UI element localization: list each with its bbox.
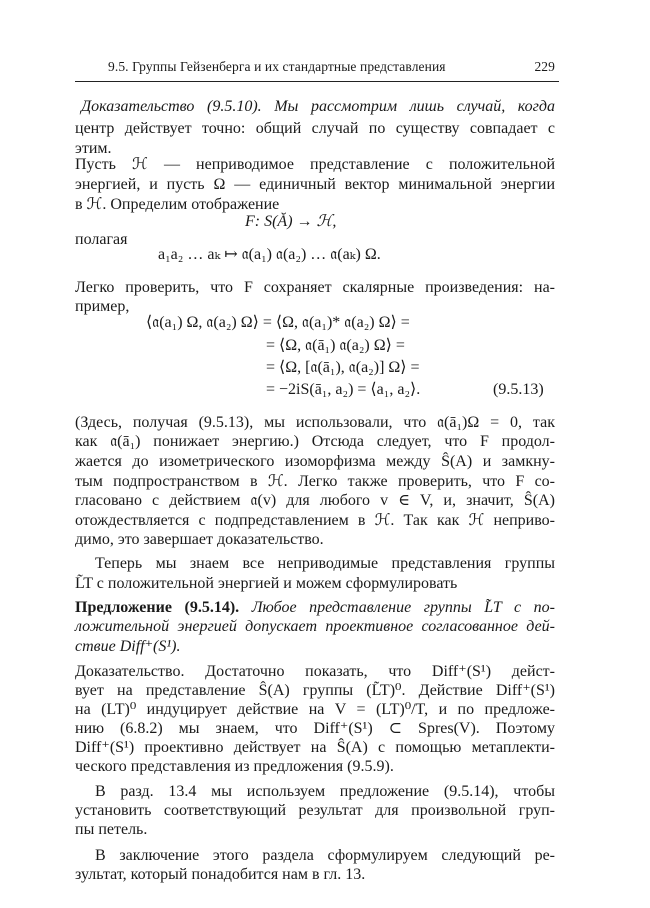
formula-inner-product-1: ⟨𝔞(a₁) Ω, 𝔞(a₂) Ω⟩ = ⟨Ω, 𝔞(a₁)* 𝔞(a₂) Ω⟩ = [146, 314, 410, 331]
formula-map-rule: a₁a₂ … aₖ ↦ 𝔞(a₁) 𝔞(a₂) … 𝔞(aₖ) Ω. [158, 246, 381, 263]
text-line: тым подпространством в ℋ. Легко также проверить, что F со- [75, 473, 555, 490]
text-line: как 𝔞(ā₁) понижает энергию.) Отсюда следует, что F продол- [75, 433, 555, 450]
text-line: (Здесь, получая (9.5.13), мы использовали, что 𝔞(ā₁)Ω = 0, так [75, 414, 555, 431]
text-line: на (LT)⁰ индуцирует действие на V = (LT)⁰/T, и по предложе- [75, 701, 555, 718]
text-line: Пусть ℋ — неприводимое представление с положительной [75, 156, 555, 173]
text-line: Легко проверить, что F сохраняет скалярные произведения: на- [75, 279, 555, 296]
text-line: Теперь мы знаем все неприводимые представления группы [95, 555, 555, 572]
text-line: Diff⁺(S¹) проективно действует на Ŝ(A) с помощью метаплекти- [75, 739, 555, 756]
formula-inner-product-3: = ⟨Ω, [𝔞(ā₁), 𝔞(a₂)] Ω⟩ = [266, 359, 420, 376]
header-rule [75, 81, 559, 82]
formula-inner-product-4: = −2iS(ā₁, a₂) = ⟨a₁, a₂⟩. [266, 381, 421, 398]
text-line: L̃T с положительной энергией и можем сформулировать [75, 575, 458, 592]
text-line: центр действует точно: общий случай по существу совпадает с [75, 120, 555, 137]
text-line: пы петель. [75, 821, 148, 838]
text-line: нию (6.8.2) мы знаем, что Diff⁺(S¹) ⊂ Spres(V). Поэтому [75, 720, 555, 737]
header-title: 9.5. Группы Гейзенберга и их стандартные представления [108, 59, 446, 74]
text-line: жается до изометрического изоморфизма между Ŝ(A) и замкну- [75, 453, 555, 470]
text-line: зультат, который понадобится нам в гл. 13. [75, 866, 366, 883]
running-header [75, 59, 559, 79]
text-line: гласовано с действием 𝔞(v) для любого v ∈ V, и, значит, Ŝ(A) [75, 492, 555, 509]
text-line: полагая [75, 231, 128, 248]
proposition-label: Предложение (9.5.14). [75, 599, 240, 616]
page-number: 229 [534, 59, 555, 74]
text-line: Доказательство. Достаточно показать, что Diff⁺(S¹) дейст- [75, 663, 555, 680]
text-line: пример, [75, 298, 130, 315]
text-line: ческого представления из предложения (9.5.9). [75, 758, 394, 775]
formula-map-definition: F: S(Ă) → ℋ, [245, 213, 337, 230]
text-line: отождествляется с подпредставлением в ℋ. Так как ℋ неприво- [75, 512, 555, 529]
text-line: В разд. 13.4 мы используем предложение (9.5.14), чтобы [95, 783, 555, 800]
text-line: в ℋ. Определим отображение [75, 196, 280, 213]
text-line: установить соответствующий результат для произвольной груп- [75, 802, 555, 819]
proposition-heading-line [75, 598, 555, 618]
text-line: В заключение этого раздела сформулируем следующий ре- [95, 847, 555, 864]
equation-number: (9.5.13) [493, 381, 544, 398]
text-line: Доказательство (9.5.10). Мы рассмотрим лишь случай, когда [81, 98, 555, 115]
text-line: этим. [75, 140, 112, 157]
text-line: вует на представление Ŝ(A) группы (L̃T)⁰. Действие Diff⁺(S¹) [75, 682, 555, 699]
text-line: димо, это завершает доказательство. [75, 531, 324, 548]
formula-inner-product-2: = ⟨Ω, 𝔞(ā₁) 𝔞(a₂) Ω⟩ = [266, 337, 405, 354]
text-line: ложительной энергией допускает проективное согласованное дей- [75, 618, 555, 635]
text-line: ствие Diff⁺(S¹). [75, 638, 181, 655]
text-line: энергией, и пусть Ω — единичный вектор минимальной энергии [75, 176, 555, 193]
proposition-text: Любое представление группы L̃T с по- [251, 599, 556, 616]
